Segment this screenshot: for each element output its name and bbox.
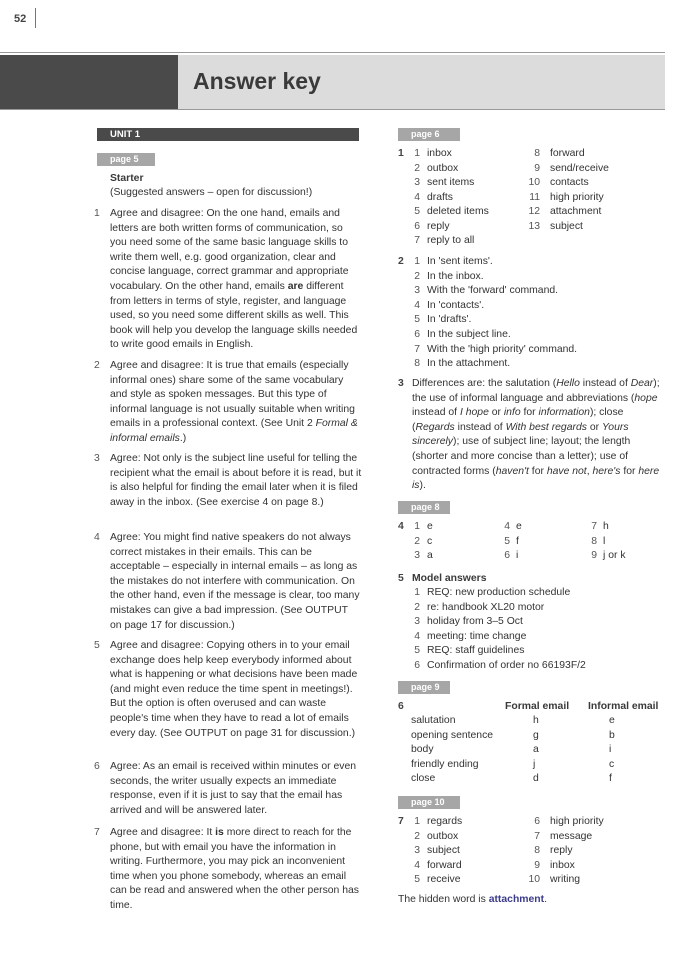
q4-item-number: 8 [591, 535, 597, 547]
page-10-tag: page 10 [398, 796, 460, 809]
starter-answer-item [94, 359, 362, 447]
q5-item-number: 4 [414, 630, 420, 642]
q4-item-number: 2 [414, 535, 420, 547]
page-title: Answer key [193, 68, 321, 94]
formal-value: g [533, 729, 539, 741]
q1-item-number: 9 [534, 162, 540, 174]
answer-text: Agree and disagree: Copying others in to your email exchange does help keep everybody informed about what is happening or what decisions have been made (and might even reduce the time spent in meetings!). But the option is often overused and can waste people's time when they have to read a lot of emails every day. (See OUTPUT on page 31 for discussion.) [110, 640, 358, 739]
answer-number: 4 [94, 532, 100, 543]
q7-item-text: regards [427, 816, 463, 827]
q7-item-text: high priority [550, 816, 604, 827]
formal-value: h [533, 715, 539, 726]
page-9-tag: page 9 [398, 681, 450, 694]
q4-item-number: 3 [414, 550, 420, 561]
answer-text: Agree and disagree: On the one hand, emails and letters are both written forms of communication, so you need some of the same basic language skills to write them well, e.g. good organization, clear and concise language, correct grammar and appropriate vocabulary. On the other hand, emails are different from letters in terms of style, register, and language used, so you need some different skills as well. This book will help you develop the language skills needed to write good emails in English. [110, 208, 358, 351]
q1-item-text: attachment [550, 206, 602, 217]
q4-item-number: 6 [504, 550, 510, 561]
q5-item-text: Confirmation of order no 66193F/2 [427, 660, 586, 671]
q5-item-text: holiday from 3–5 Oct [427, 616, 523, 628]
starter-answer-item [94, 639, 362, 741]
q1-item-number: 5 [414, 206, 420, 217]
q7-item-number: 5 [414, 874, 420, 886]
q1-item-number: 11 [529, 191, 540, 203]
q2-item-number: 4 [414, 299, 420, 311]
q1-item-number: 12 [528, 206, 540, 217]
q7-item-text: outbox [427, 830, 459, 842]
informal-email-header: Informal email [588, 701, 659, 712]
q7-item-text: forward [427, 859, 462, 871]
q1-item-text: inbox [427, 148, 452, 159]
q7-item-text: inbox [550, 859, 575, 871]
q1-item-text: contacts [550, 177, 589, 188]
informal-value: i [609, 744, 612, 756]
page-number-divider [35, 8, 36, 28]
starter-note: (Suggested answers – open for discussion!) [110, 187, 313, 198]
q4-item-text: j or k [603, 550, 626, 561]
q5-item-number: 1 [414, 587, 420, 598]
hidden-word-sentence [398, 893, 547, 908]
answer-text: Agree: Not only is the subject line useful for telling the recipient what the email is about before it is read, but it is also helpful for finding the email later when it is filed away in the inbox. (See exercise 4 on page 8.) [110, 453, 362, 508]
q4-item-number: 7 [591, 521, 597, 532]
question-number: 6 [398, 701, 404, 712]
q7-item-number: 10 [528, 874, 540, 886]
q1-item-text: send/receive [550, 162, 609, 174]
hidden-word: attachment [488, 894, 545, 905]
q7-item-number: 3 [414, 845, 420, 857]
answer-number: 2 [94, 360, 100, 371]
q1-item-number: 10 [528, 177, 540, 188]
answer-text: Agree and disagree: It is true that emails (especially informal ones) share some of the same vocabulary and style as spoken messages. But this type of informal language is not usually suitable when writing emails in a professional context. (See Unit 2 Formal & informal emails.) [110, 360, 358, 444]
header-rule [0, 52, 665, 53]
starter-answer-item [94, 531, 362, 633]
q4-item-text: i [516, 550, 519, 561]
q4-item-number: 4 [504, 521, 510, 532]
q7-item-number: 2 [414, 830, 420, 842]
table-row-label: close [411, 773, 436, 785]
answer-number: 5 [94, 640, 100, 651]
hidden-word-prefix: The hidden word is [398, 894, 489, 905]
starter-answer-item [94, 207, 362, 353]
q1-item-text: deleted items [427, 206, 489, 217]
q2-item-number: 3 [414, 285, 420, 297]
informal-value: e [609, 715, 615, 726]
q5-item-text: re: handbook XL20 motor [427, 601, 545, 613]
question-number: 3 [398, 378, 404, 389]
q4-item-text: f [516, 535, 519, 547]
formal-value: j [533, 758, 536, 770]
q1-item-text: reply to all [427, 235, 475, 246]
q1-item-text: drafts [427, 191, 453, 203]
q1-item-number: 3 [414, 177, 420, 188]
q5-item-text: meeting: time change [427, 630, 527, 642]
q1-item-text: subject [550, 220, 583, 232]
q2-item-text: With the 'high priority' command. [427, 343, 578, 355]
answer-number: 7 [94, 827, 100, 838]
starter-heading: Starter [110, 173, 144, 184]
title-band-dark [0, 55, 178, 109]
q7-item-text: subject [427, 845, 460, 857]
question-number: 7 [398, 816, 404, 827]
unit-heading: UNIT 1 [97, 128, 359, 141]
q5-item-number: 5 [414, 645, 420, 657]
q2-item-number: 2 [414, 270, 420, 282]
q7-item-number: 9 [534, 859, 540, 871]
model-answers-heading: Model answers [412, 573, 487, 584]
q4-item-text: l [603, 535, 606, 547]
q5-item-text: REQ: new production schedule [427, 587, 571, 598]
answer-text: Agree: You might find native speakers do not always correct mistakes in their emails. This can be acceptable – especially in internal emails – as long as the mistakes do not interfere with communication. On the other hand, even if the message is clear, too many mistakes can give a bad impression. (See OUTPUT on page 17 for discussion.) [110, 532, 360, 631]
formal-value: d [533, 773, 539, 785]
question-number: 5 [398, 573, 404, 584]
q2-item-text: In the inbox. [427, 270, 484, 282]
q1-item-text: outbox [427, 162, 459, 174]
formal-value: a [533, 744, 539, 756]
q4-item-text: e [427, 521, 433, 532]
answer-text: Agree and disagree: It is more direct to reach for the phone, but with email you have the information in writing. Furthermore, you may pick an inconvenient time when you phone somebody, whereas an email can be read and answered when the other person has time. [110, 827, 359, 911]
informal-value: f [609, 773, 612, 785]
q5-item-number: 3 [414, 616, 420, 628]
q2-item-text: With the 'forward' command. [427, 285, 559, 297]
question-number: 1 [398, 148, 404, 159]
q4-item-number: 5 [504, 535, 510, 547]
q2-item-number: 1 [414, 256, 420, 267]
page-6-q3-text: Differences are: the salutation (Hello instead of Dear); the use of informal language and abbreviations (hope instead of I hope or info for information); close (Regards instead of With best regards or Yours sincerely); use of subject line; layout; the length (shorter and more concise than a letter); use of contracted forms (haven't for have not, here's for here is). [412, 378, 660, 492]
page-5-tag: page 5 [97, 153, 155, 166]
answer-text: Agree: As an email is received within minutes or even seconds, the writer usually expects an immediate response, even if it is just to say that the email has arrived and will be answered later. [110, 761, 357, 816]
question-number: 2 [398, 256, 404, 267]
q7-item-number: 7 [534, 830, 540, 842]
q7-item-text: receive [427, 874, 461, 886]
answer-number: 1 [94, 208, 100, 219]
question-number: 4 [398, 521, 404, 532]
q5-item-number: 6 [414, 660, 420, 671]
q1-item-text: sent items [427, 177, 475, 188]
q1-item-number: 4 [414, 191, 420, 203]
starter-answer-item [94, 452, 362, 510]
page-6-tag: page 6 [398, 128, 460, 141]
q1-item-number: 1 [414, 148, 420, 159]
table-row-label: friendly ending [411, 758, 479, 770]
q7-item-text: reply [550, 845, 573, 857]
q2-item-text: In the attachment. [427, 358, 511, 370]
q7-item-number: 6 [534, 816, 540, 827]
q7-item-text: writing [550, 874, 581, 886]
q4-item-number: 1 [414, 521, 420, 532]
q7-item-number: 1 [414, 816, 420, 827]
q4-item-text: e [516, 521, 522, 532]
formal-email-header: Formal email [505, 701, 570, 712]
q2-item-text: In 'sent items'. [427, 256, 493, 267]
informal-value: b [609, 729, 615, 741]
table-row-label: opening sentence [411, 729, 494, 741]
q2-item-text: In the subject line. [427, 329, 511, 340]
q2-item-number: 6 [414, 329, 420, 340]
q7-item-number: 8 [534, 845, 540, 857]
hidden-word-suffix: . [544, 894, 548, 905]
q2-item-number: 8 [414, 358, 420, 370]
q5-item-text: REQ: staff guidelines [427, 645, 525, 657]
q1-item-number: 13 [528, 220, 540, 232]
q4-item-text: c [427, 535, 433, 547]
q1-item-number: 8 [534, 148, 540, 159]
q4-item-text: a [427, 550, 433, 561]
page-number: 52 [14, 13, 27, 25]
starter-answer-item [94, 826, 362, 914]
title-band-rule [0, 109, 665, 110]
informal-value: c [609, 758, 615, 770]
answer-number: 6 [94, 761, 100, 772]
q2-item-text: In 'contacts'. [427, 299, 485, 311]
q2-item-number: 5 [414, 314, 420, 326]
q1-item-text: reply [427, 220, 450, 232]
q7-item-text: message [550, 830, 593, 842]
q1-item-text: forward [550, 148, 585, 159]
table-row-label: body [411, 744, 434, 756]
starter-answer-item [94, 760, 362, 818]
q1-item-number: 6 [414, 220, 420, 232]
q4-item-number: 9 [591, 550, 597, 561]
page-8-tag: page 8 [398, 501, 450, 514]
q1-item-text: high priority [550, 191, 604, 203]
q7-item-number: 4 [414, 859, 420, 871]
q4-item-text: h [603, 521, 609, 532]
q2-item-number: 7 [414, 343, 420, 355]
q1-item-number: 2 [414, 162, 420, 174]
answer-number: 3 [94, 453, 100, 464]
q2-item-text: In 'drafts'. [427, 314, 472, 326]
table-row-label: salutation [411, 715, 456, 726]
q5-item-number: 2 [414, 601, 420, 613]
q1-item-number: 7 [414, 235, 420, 246]
